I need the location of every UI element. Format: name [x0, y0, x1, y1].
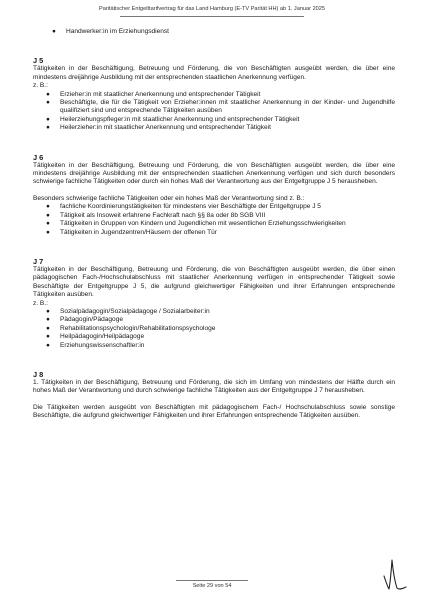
section-heading: J 6 [33, 152, 44, 162]
bullet-icon: ● [46, 220, 50, 228]
list-item: ● Erziehungswissenschaftler:in [46, 341, 145, 349]
section-j6 [33, 153, 395, 237]
section-text: 1. Tätigkeiten in der Beschäftigung, Betreuung und Förderung, die sich im Umfang von mindestens der Hälfte durch ein hohes Maß der Verantwortung und durch schwierige fachliche Tätigkeiten aus der Entgeltgruppe J 7 herausheben. [33, 378, 395, 395]
bullet-icon: ● [46, 341, 50, 349]
bullet-icon: ● [46, 203, 50, 211]
section-j8 [33, 370, 395, 421]
section-text-2: Die Tätigkeiten werden ausgeübt von Beschäftigten mit pädagogischem Fach-/ Hochschulabschluss sowie sonstige Beschäftigte, die aufgrund gleichwertiger Fähigkeiten und ihrer Erfahrungen entsprechende Tätigkeiten ausüben. [33, 403, 395, 420]
page-header: Paritätischer Entgelttarifvertrag für das Land Hamburg (E-TV Parität HH) ab 1. Januar 2025 [98, 6, 326, 12]
section-heading: J 5 [33, 56, 44, 66]
list-item: ● Heilerziehungspfleger:in mit staatlicher Anerkennung und entsprechender Tätigkeit [46, 115, 300, 123]
bullet-icon: ● [46, 211, 50, 219]
header-rule [120, 16, 304, 17]
footer-rule [176, 580, 248, 581]
bullet-icon: ● [46, 99, 50, 107]
section-text: Tätigkeiten in der Beschäftigung, Betreuung und Förderung, die von Beschäftigten ausgeübt werden, die über eine mindestens dreijährige Ausbildung mit der entsprechenden staatlichen Anerkennung verfügen. [33, 65, 395, 81]
section-text: Tätigkeiten in der Beschäftigung, Betreuung und Förderung, die von Beschäftigten ausgeübt werden, die über einen pädagogischen Fach-/Hochschulabschluss mit staatlicher Anerkennung verfügen in entsprechender Tätigkeit sowie Beschäftigte der Entgeltgruppe J 5, die aufgrund gleichwertiger Fähigkeiten und ihrer Erfahrungen entsprechende Tätigkeiten ausüben. [33, 265, 395, 299]
list-item: ● Sozialpädagogin/Sozialpädagoge / Sozialarbeiter:in [46, 307, 210, 315]
list-item: ● Pädagogin/Pädagoge [46, 316, 123, 324]
example-list [33, 91, 395, 133]
example-label: z. B.: [33, 82, 48, 90]
section-heading: J 8 [33, 369, 44, 379]
bullet-icon: ● [46, 90, 50, 98]
section-text: Tätigkeiten in der Beschäftigung, Betreuung und Förderung, die von Beschäftigten ausgeübt werden, die über eine mindestens dreijährige Ausbildung mit der entsprechenden staatlichen Anerkennung verfügen und sich durch besonders schwierige fachliche Tätigkeiten oder durch ein hohes Maß der Verantwortung aus der Entgeltgruppe J 5 herausheben. [33, 161, 395, 186]
section-j7 [33, 257, 395, 350]
list-item: ● Tätigkeit als Insoweit erfahrene Fachkraft nach §§ 8a oder 8b SGB VIII [46, 211, 266, 219]
bullet-icon: ● [46, 228, 50, 236]
list-item: ● Heilpädagogin/Heilpädagoge [46, 333, 145, 341]
list-item: ● Tätigkeiten in Jugendzentren/Häusern der offenen Tür [46, 228, 217, 236]
list-item: ● Erzieher:in mit staatlicher Anerkennung und entsprechender Tätigkeit [46, 90, 261, 98]
section-heading: J 7 [33, 256, 44, 266]
section-j5 [33, 56, 395, 132]
example-list [33, 308, 395, 350]
bullet-icon: ● [52, 28, 56, 35]
list-item: ● fachliche Koordinierungstätigkeiten für mindestens vier Beschäftigte der Entgeltgruppe J 5 [46, 203, 321, 211]
signature-initials [380, 556, 412, 592]
example-label: z. B.: [33, 299, 48, 307]
bullet-icon: ● [46, 324, 50, 332]
bullet-icon: ● [46, 307, 50, 315]
page-number: Seite 29 von 54 [192, 583, 232, 589]
list-item: ● Beschäftigte, die für die Tätigkeit von Erzieher:innen mit staatlicher Anerkennung in der Kinder- und Jugendhilfe qualifiziert sind und entsprechende Tätigkeiten ausüben [46, 99, 395, 115]
list-item: ● Rehabilitationspsychologin/Rehabilitationspsychologe [46, 324, 216, 332]
list-item: ● Heilerzieher:in mit staatlicher Anerkennung und entsprechender Tätigkeit [46, 124, 271, 132]
bullet-icon: ● [46, 115, 50, 123]
section-text-2: Besonders schwierige fachliche Tätigkeiten oder ein hohes Maß der Verantwortung sind z. B.: [33, 194, 305, 202]
list-item: ● Tätigkeiten in Gruppen von Kindern und Jugendlichen mit wesentlichen Erziehungsschwierigkeiten [46, 220, 346, 228]
bullet-icon: ● [46, 333, 50, 341]
list-item: ● Handwerker:in im Erziehungsdienst [52, 28, 169, 35]
bullet-icon: ● [46, 316, 50, 324]
intro-list [33, 28, 395, 36]
bullet-icon: ● [46, 124, 50, 132]
example-list [33, 203, 395, 237]
page-content [33, 28, 395, 421]
